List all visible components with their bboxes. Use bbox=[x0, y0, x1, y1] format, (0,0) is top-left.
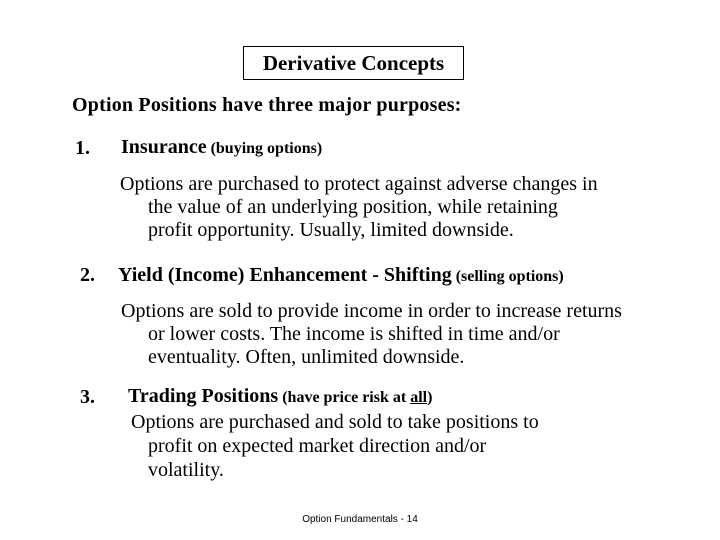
item-3-line-2: profit on expected market direction and/or bbox=[148, 435, 487, 457]
item-1-number: 1. bbox=[75, 137, 90, 159]
page-title: Derivative Concepts bbox=[262, 51, 445, 75]
item-1-line-2: the value of an underlying position, while retaining bbox=[148, 196, 558, 218]
page-footer: Option Fundamentals - 14 bbox=[302, 514, 418, 525]
item-1-heading: Insurance bbox=[121, 136, 207, 158]
item-1-line-1: Options are purchased to protect against adverse changes in bbox=[120, 173, 598, 195]
item-3-parenthetical bbox=[282, 389, 432, 406]
item-2-line-2: or lower costs. The income is shifted in time and/or bbox=[148, 323, 560, 345]
item-2-parenthetical: (selling options) bbox=[455, 268, 564, 285]
item-3-parenthetical-prefix: (have price risk at bbox=[282, 389, 411, 406]
item-1-parenthetical: (buying options) bbox=[210, 140, 323, 157]
item-3-number: 3. bbox=[80, 386, 95, 408]
title-box bbox=[243, 46, 464, 80]
item-2-line-1: Options are sold to provide income in order to increase returns bbox=[121, 300, 622, 322]
item-1-line-3: profit opportunity. Usually, limited downside. bbox=[148, 219, 514, 241]
item-3-line-1: Options are purchased and sold to take positions to bbox=[131, 411, 539, 433]
item-2-heading: Yield (Income) Enhancement - Shifting bbox=[118, 264, 452, 286]
item-3-parenthetical-suffix: ) bbox=[427, 389, 433, 406]
item-3-parenthetical-emphasis: all bbox=[410, 389, 428, 406]
item-3-heading-line bbox=[128, 385, 432, 408]
item-1-heading-line bbox=[121, 136, 322, 159]
item-3-heading: Trading Positions bbox=[128, 385, 279, 407]
item-3-line-3: volatility. bbox=[148, 459, 224, 481]
item-2-heading-line bbox=[118, 264, 564, 287]
item-2-number: 2. bbox=[80, 264, 95, 286]
item-2-line-3: eventuality. Often, unlimited downside. bbox=[148, 346, 465, 368]
subtitle: Option Positions have three major purposes: bbox=[72, 94, 462, 116]
